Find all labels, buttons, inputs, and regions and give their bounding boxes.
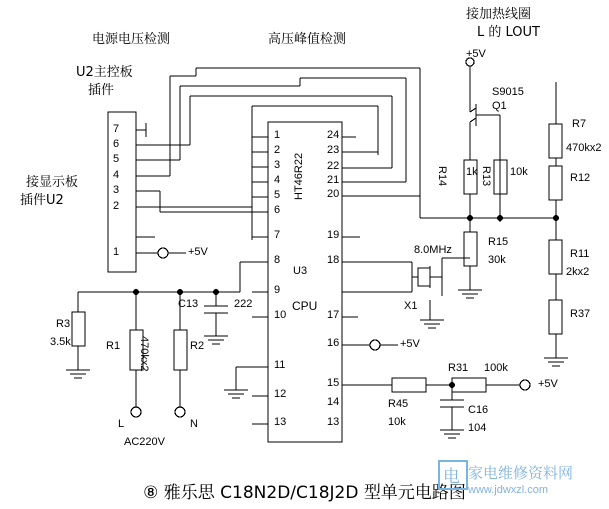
- u3-pin-15: 15: [327, 377, 340, 389]
- connector-pin-4: 4: [113, 169, 120, 181]
- u3-pin-17: 17: [327, 309, 340, 321]
- u3-pin-3: 3: [274, 159, 281, 171]
- r3-value: 3.5k: [50, 336, 71, 348]
- connector-pin-2: 2: [113, 200, 120, 212]
- connector-pin-3: 3: [113, 184, 120, 196]
- u3-pin-4: 4: [274, 174, 281, 186]
- net-5v-pin16: +5V: [400, 338, 420, 350]
- u3-pin-9: 9: [274, 284, 281, 296]
- u3-pin-2: 2: [274, 144, 281, 156]
- connector-pin-1: 1: [113, 246, 120, 258]
- net-5v-r31: +5V: [538, 378, 558, 390]
- r1-value: 470kx2: [138, 336, 150, 372]
- r7-ref: R7: [572, 118, 587, 130]
- u3-function: CPU: [292, 299, 318, 313]
- c16-ref: C16: [468, 404, 489, 416]
- r15-value: 30k: [488, 254, 506, 266]
- u3-pin-10: 10: [274, 309, 287, 321]
- u3-pin-8: 8: [274, 254, 281, 266]
- u3-pin-14: 12: [274, 388, 287, 400]
- r2-ref: R2: [190, 340, 205, 352]
- connector-title-line1: U2主控板: [76, 65, 133, 80]
- annotation-heating-coil-line2: L 的 LOUT: [477, 25, 540, 40]
- ac-n-label: N: [190, 418, 198, 430]
- r45-ref: R45: [388, 398, 409, 410]
- c16-value: 104: [468, 422, 487, 434]
- x1-ref: X1: [404, 300, 418, 312]
- r31-ref: R31: [448, 362, 469, 374]
- u3-pin-22: 22: [327, 160, 340, 172]
- c13-ref: C13: [178, 298, 199, 310]
- r45-value: 10k: [388, 416, 406, 428]
- annotation-heating-coil-line1: 接加热线圈: [466, 7, 532, 22]
- r7-value: 470kx2: [566, 142, 602, 154]
- u3-pin-16: 16: [327, 337, 340, 349]
- r14-ref: R14: [436, 166, 448, 187]
- annotation-high-voltage-peak-detect: 高压峰值检测: [268, 32, 347, 47]
- watermark-url: www.jdwxzl.com: [468, 484, 549, 496]
- u3-part-number: HT46R22: [293, 152, 305, 200]
- u3-pin-5: 5: [274, 189, 281, 201]
- r15-ref: R15: [488, 236, 509, 248]
- r13-ref: R13: [480, 166, 492, 187]
- r12-ref: R12: [570, 172, 591, 184]
- net-5v-connector: +5V: [188, 246, 208, 258]
- r11-ref: R11: [570, 248, 590, 260]
- connector-pin-6: 6: [113, 138, 120, 150]
- u3-pin-13b: 13: [327, 416, 340, 428]
- r13-value: 10k: [510, 166, 528, 178]
- r13-label: [480, 166, 492, 186]
- u3-pin-11: 11: [274, 359, 286, 371]
- r1-ref: R1: [106, 340, 121, 352]
- watermark-text: 家电维修资料网: [468, 464, 574, 482]
- u3-pin-6: 6: [274, 204, 281, 216]
- u3-pin-14b: 14: [327, 396, 340, 408]
- c13-value: 222: [234, 298, 253, 310]
- connector-pin-7: 7: [113, 123, 120, 135]
- u3-pin-24: 24: [327, 129, 340, 141]
- r31-value: 100k: [484, 362, 508, 374]
- u3-pin-7: 7: [274, 229, 281, 241]
- u3-pin-20: 20: [327, 188, 340, 200]
- q1-ref: Q1: [492, 100, 507, 112]
- r11-value: 2kx2: [566, 266, 590, 278]
- net-5v-top: +5V: [466, 48, 486, 60]
- r37-ref: R37: [570, 308, 591, 320]
- display-connector-label-line1: 接显示板: [26, 175, 79, 190]
- figure-caption: ⑧ 雅乐思 C18N2D/C18J2D 型单元电路图: [143, 483, 466, 503]
- watermark-logo: 电: [443, 467, 460, 487]
- display-connector-label-line2: 插件U2: [20, 193, 64, 208]
- ac-source-label: AC220V: [124, 436, 165, 448]
- u3-pin-21: 21: [327, 174, 340, 186]
- r3-ref: R3: [56, 318, 71, 330]
- ac-l-label: L: [118, 418, 125, 430]
- connector-title-line2: 插件: [88, 83, 115, 98]
- r14-value: 1k: [466, 166, 478, 178]
- u3-pin-1: 1: [274, 129, 281, 141]
- q1-value: S9015: [492, 86, 524, 98]
- annotation-power-voltage-detect: 电源电压检测: [92, 32, 171, 47]
- connector-pin-5: 5: [113, 153, 120, 165]
- u3-pin-19: 19: [327, 229, 340, 241]
- u3-pin-23: 23: [327, 144, 340, 156]
- u3-pin-18: 18: [327, 254, 340, 266]
- u3-pin-13: 13: [274, 416, 287, 428]
- u3-ref: U3: [293, 265, 308, 277]
- x1-value: 8.0MHz: [414, 244, 452, 256]
